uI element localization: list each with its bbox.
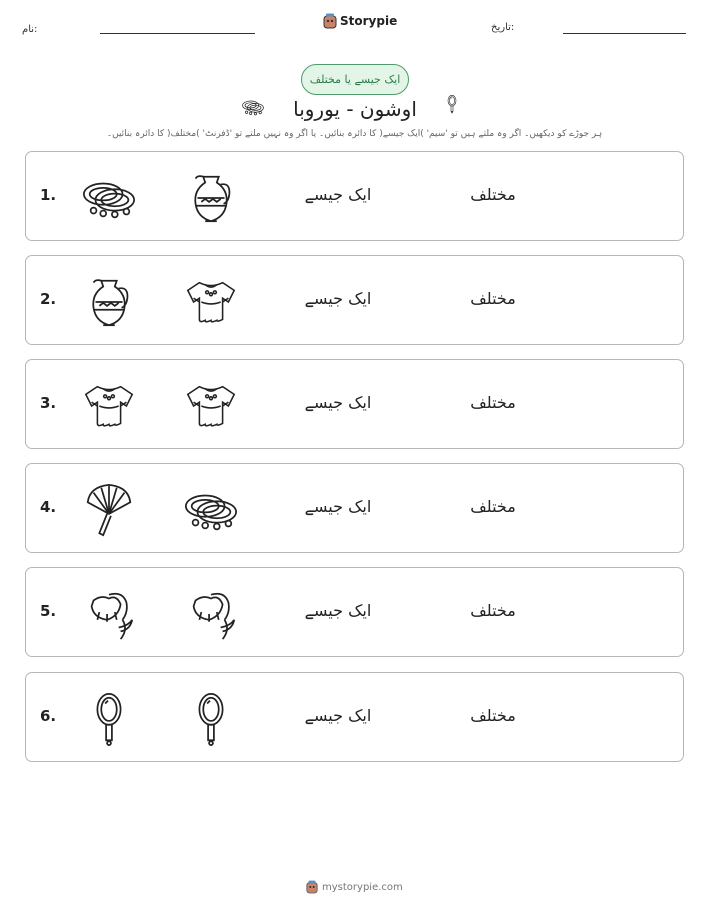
question-number: 2. <box>40 290 57 308</box>
fan-icon <box>80 481 138 539</box>
flower-icon <box>182 585 240 643</box>
blouse-icon <box>182 273 240 331</box>
brand-name: Storypie <box>340 14 398 28</box>
different-option[interactable]: مختلف <box>470 706 516 725</box>
pitcher-icon <box>182 169 240 227</box>
blouse-icon <box>80 377 138 435</box>
same-option[interactable]: ایک جیسے <box>304 601 372 620</box>
bracelets-icon <box>80 169 138 227</box>
blouse-icon <box>182 377 240 435</box>
footer-site[interactable]: mystorypie.com <box>322 881 403 893</box>
pitcher-icon <box>80 273 138 331</box>
bracelets-icon <box>238 95 268 119</box>
different-option[interactable]: مختلف <box>470 601 516 620</box>
different-option[interactable]: مختلف <box>470 289 516 308</box>
activity-badge: ایک جیسے یا مختلف <box>301 64 409 95</box>
mirror-icon <box>447 88 467 120</box>
instructions: ہر جوڑے کو دیکھیں۔ اگر وہ ملتے ہیں تو 'سیم' )ایک جیسے( کا دائرہ بنائیں۔ یا اگر وہ نہیں ملتے تو 'ڈفرنٹ' )مختلف( کا دائرہ بنائیں۔ <box>106 129 603 139</box>
question-card <box>25 255 684 345</box>
name-line[interactable] <box>100 33 255 34</box>
question-card <box>25 463 684 553</box>
page-title: اوشون - یوروبا <box>293 97 417 121</box>
question-number: 5. <box>40 602 57 620</box>
date-line[interactable] <box>563 33 686 34</box>
question-number: 3. <box>40 394 57 412</box>
bracelets-icon <box>182 481 240 539</box>
same-option[interactable]: ایک جیسے <box>304 706 372 725</box>
same-option[interactable]: ایک جیسے <box>304 393 372 412</box>
flower-icon <box>80 585 138 643</box>
same-option[interactable]: ایک جیسے <box>304 289 372 308</box>
question-number: 4. <box>40 498 57 516</box>
different-option[interactable]: مختلف <box>470 497 516 516</box>
question-card <box>25 359 684 449</box>
question-card <box>25 672 684 762</box>
storypie-mascot-icon <box>323 13 337 29</box>
brand-logo <box>323 13 397 29</box>
date-label: تاریخ: <box>491 22 515 33</box>
storypie-mascot-icon <box>306 880 318 894</box>
question-card <box>25 151 684 241</box>
question-number: 6. <box>40 707 57 725</box>
name-label: نام: <box>22 24 38 35</box>
question-number: 1. <box>40 186 57 204</box>
different-option[interactable]: مختلف <box>470 185 516 204</box>
mirror-icon <box>80 690 138 748</box>
same-option[interactable]: ایک جیسے <box>304 185 372 204</box>
different-option[interactable]: مختلف <box>470 393 516 412</box>
same-option[interactable]: ایک جیسے <box>304 497 372 516</box>
footer <box>306 880 403 894</box>
mirror-icon <box>182 690 240 748</box>
question-card <box>25 567 684 657</box>
